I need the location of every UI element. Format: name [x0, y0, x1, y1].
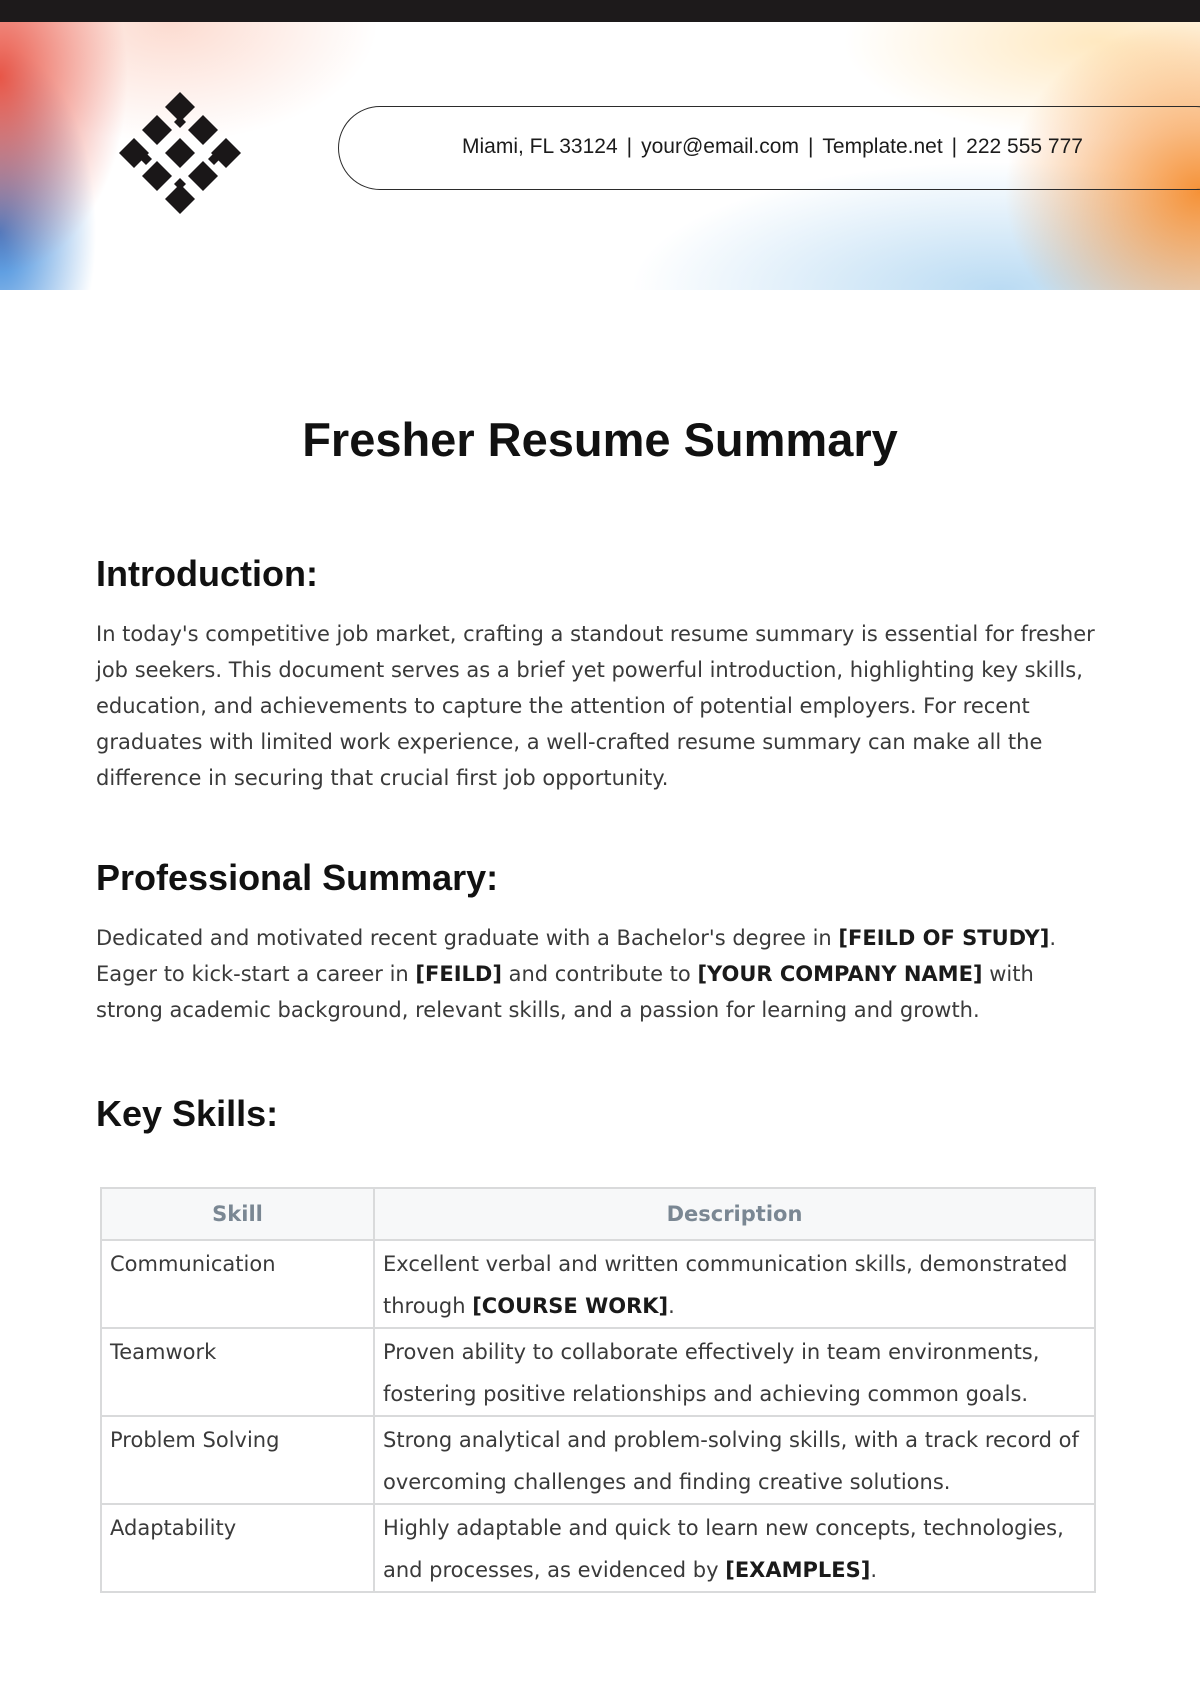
column-header-skill: Skill: [101, 1188, 374, 1240]
skill-cell: Teamwork: [101, 1328, 374, 1416]
introduction-section: [96, 546, 1096, 796]
description-tail: .: [668, 1294, 675, 1318]
skill-cell: Adaptability: [101, 1504, 374, 1592]
table-header-row: [101, 1188, 1095, 1240]
skill-cell: Problem Solving: [101, 1416, 374, 1504]
placeholder-field-of-study: [FEILD OF STUDY]: [838, 926, 1050, 950]
description-cell: [374, 1504, 1095, 1592]
contact-email[interactable]: your@email.com: [641, 135, 799, 158]
document-title: Fresher Resume Summary: [302, 413, 898, 466]
diamond-grid-logo-icon: [118, 92, 242, 216]
description-text: Highly adaptable and quick to learn new concepts, technologies, and processes, as evidenced by: [383, 1516, 1064, 1582]
contact-separator: |: [951, 135, 958, 158]
table-row: [101, 1504, 1095, 1592]
description-cell: [374, 1416, 1095, 1504]
summary-text-part: and contribute to: [501, 962, 698, 986]
description-cell: [374, 1328, 1095, 1416]
placeholder-company-name: [YOUR COMPANY NAME]: [697, 962, 983, 986]
skill-cell: Communication: [101, 1240, 374, 1328]
key-skills-section: [96, 1086, 1096, 1593]
contact-address: Miami, FL 33124: [462, 135, 618, 158]
description-text: Strong analytical and problem-solving skills, with a track record of overcoming challenges and finding creative solutions.: [383, 1428, 1079, 1494]
summary-text-part: . Eager to kick-start a career in: [96, 926, 1057, 986]
table-row: [101, 1240, 1095, 1328]
contact-website[interactable]: Template.net: [822, 135, 943, 158]
contact-separator: |: [626, 135, 633, 158]
summary-text-part: Dedicated and motivated recent graduate with a Bachelor's degree in: [96, 926, 839, 950]
description-cell: [374, 1240, 1095, 1328]
table-row: [101, 1328, 1095, 1416]
placeholder-field: [FEILD]: [415, 962, 502, 986]
description-text: Proven ability to collaborate effectively in team environments, fostering positive relationships and achieving common goals.: [383, 1340, 1040, 1406]
column-header-description: Description: [374, 1188, 1095, 1240]
top-bar: [0, 0, 1200, 22]
contact-info: [462, 127, 1083, 167]
description-tail: .: [870, 1558, 878, 1582]
professional-summary-section: [96, 850, 1096, 1028]
description-placeholder: [COURSE WORK]: [472, 1294, 669, 1318]
professional-summary-heading: Professional Summary:: [96, 857, 499, 898]
introduction-heading: Introduction:: [96, 553, 318, 594]
description-text: Excellent verbal and written communication skills, demonstrated through: [383, 1252, 1068, 1318]
contact-separator: |: [807, 135, 814, 158]
introduction-text: In today's competitive job market, crafting a standout resume summary is essential for fresher job seekers. This document serves as a brief yet powerful introduction, highlighting key skills, education, and achievements to capture the attention of potential employers. For recent graduates with limited work experience, a well-crafted resume summary can make all the difference in securing that crucial first job opportunity.: [96, 622, 1095, 790]
professional-summary-text: [96, 920, 1096, 1028]
header-banner: [0, 22, 1200, 290]
skills-table: [100, 1187, 1096, 1593]
table-row: [101, 1416, 1095, 1504]
contact-phone: 222 555 777: [966, 135, 1083, 158]
summary-text-part: with strong academic background, relevant skills, and a passion for learning and growth.: [96, 962, 1034, 1022]
description-placeholder: [EXAMPLES]: [725, 1558, 871, 1582]
document-body: [96, 546, 1096, 1593]
key-skills-heading: Key Skills:: [96, 1093, 279, 1134]
